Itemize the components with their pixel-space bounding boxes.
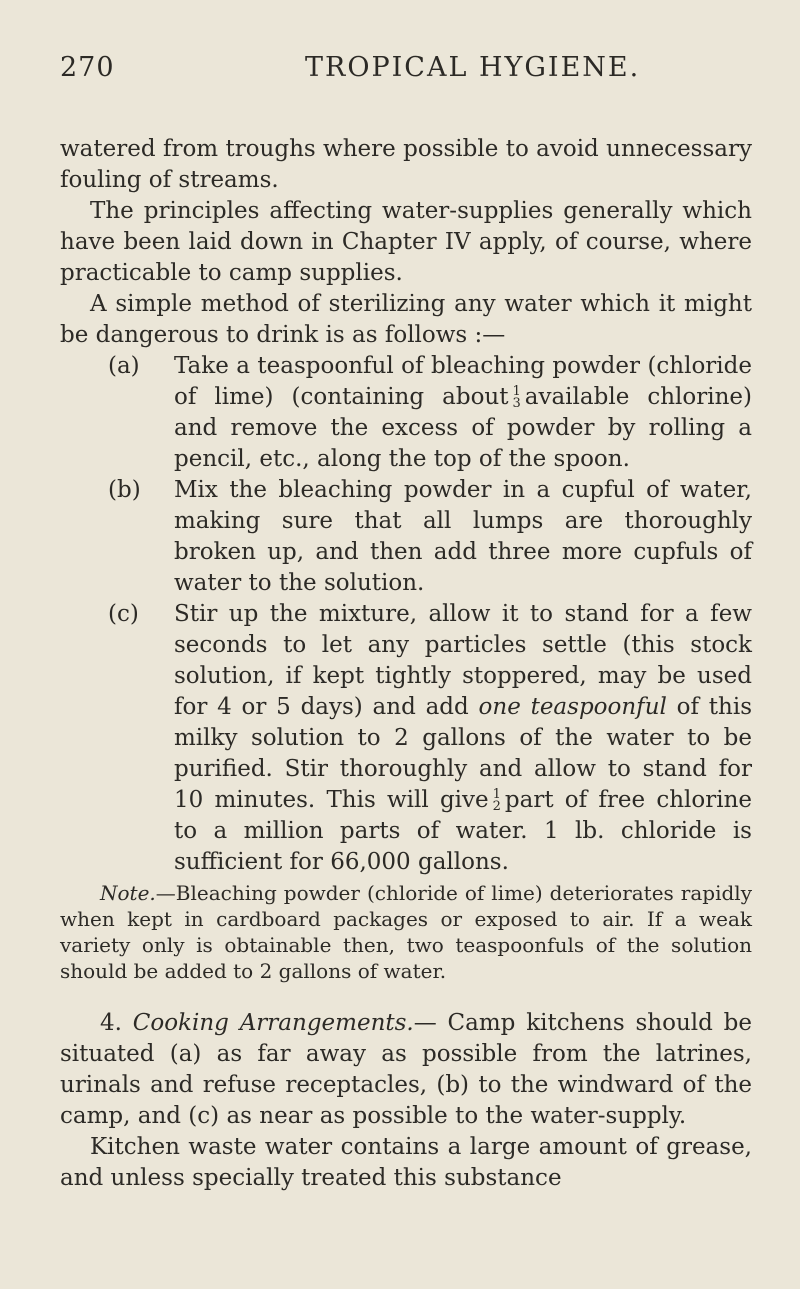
- section-number: 4.: [100, 1010, 122, 1036]
- section-title: Cooking Arrangements.: [132, 1010, 414, 1036]
- page-body: [60, 134, 752, 1194]
- list-item-text: Stir up the mixture, allow it to stand for a few seconds to let any particles settle (this stock solution, if kept tightly stoppered, may be used for 4 or 5 days) and add: [174, 601, 752, 720]
- running-title: TROPICAL HYGIENE.: [305, 52, 641, 83]
- paragraph-kitchen-waste: Kitchen waste water contains a large amount of grease, and unless specially treated this substance: [60, 1134, 752, 1191]
- list-item-a: [108, 351, 752, 475]
- page-header: [60, 52, 752, 86]
- list-item-text: Take a teaspoonful of bleaching powder (chloride of lime) (containing about: [174, 353, 752, 410]
- emphasis-text: one teaspoonful: [478, 694, 667, 720]
- list-item-b: [108, 475, 752, 599]
- list-item-label: (a): [108, 353, 140, 379]
- list-item-text: Mix the bleaching powder in a cupful of water, making sure that all lumps are thoroughly broken up, and then add three more cupfuls of water to the solution.: [174, 477, 752, 596]
- note-paragraph: [60, 880, 752, 984]
- fraction-one-third: 1 3: [512, 384, 521, 411]
- list-item-text: of this milky solution to 2 gallons of the water to be purified. Stir thoroughly and allow to stand for 10 minutes. This will give: [174, 694, 753, 813]
- list-item-c: [108, 599, 753, 878]
- fraction-one-half: 1 2: [492, 787, 501, 814]
- paragraph-sterilizing-method: A simple method of sterilizing any water which it might be dangerous to drink is as follows :—: [60, 291, 752, 348]
- page-number: 270: [60, 52, 115, 83]
- section-cooking-arrangements: [60, 1008, 752, 1132]
- list-item-text: part of free chlorine to a million parts of water. 1 lb. chloride is sufficient for 66,000 gallons.: [174, 787, 752, 875]
- list-item-text: available chlorine) and remove the excess of powder by rolling a pencil, etc., along the top of the spoon.: [174, 384, 752, 472]
- note-text: —Bleaching powder (chloride of lime) deteriorates rapidly when kept in cardboard packages or exposed to air. If a weak variety only is obtainable then, two teaspoonfuls of the solution should be added to 2 gallons of water.: [60, 881, 752, 983]
- paragraph-principles: The principles affecting water-supplies generally which have been laid down in Chapter IV apply, of course, where practicable to camp supplies.: [60, 198, 752, 286]
- list-item-label: (c): [108, 601, 139, 627]
- section-text: — Camp kitchens should be situated (a) as far away as possible from the latrines, urinals and refuse receptacles, (b) to the windward of the camp, and (c) as near as possible to the water-supply.: [60, 1010, 752, 1129]
- paragraph-continuation: watered from troughs where possible to avoid unnecessary fouling of streams.: [60, 136, 752, 193]
- note-label: Note.: [100, 881, 156, 905]
- list-item-label: (b): [108, 477, 141, 503]
